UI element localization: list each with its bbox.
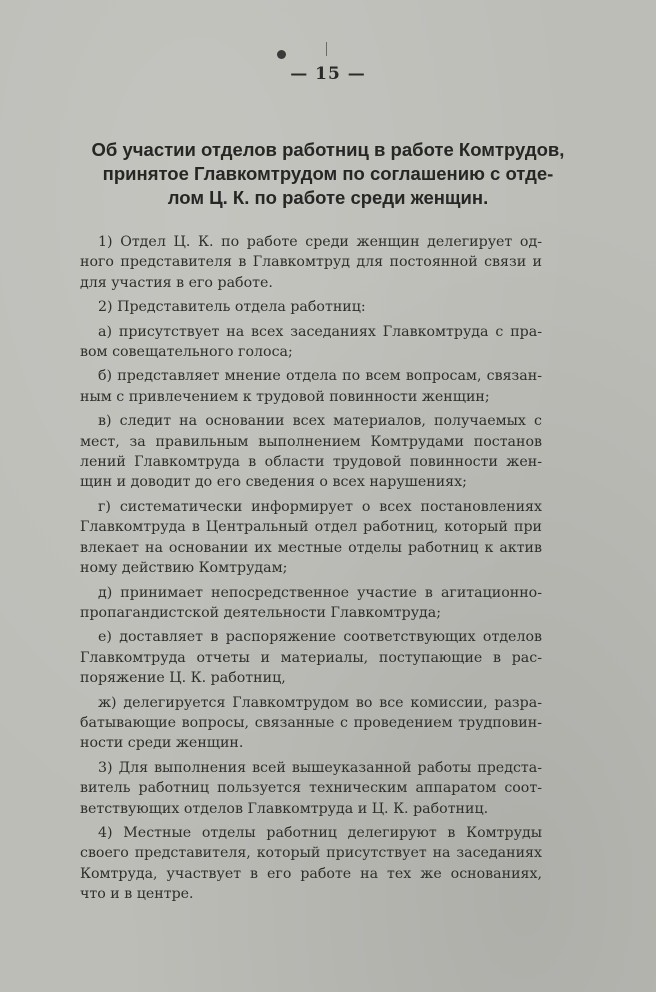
text-line: 3) Для выполнения всей вышеуказанной работы предста- [98, 759, 542, 776]
text-line: г) систематически информирует о всех постановлениях [98, 498, 542, 515]
paragraph-1 [62, 232, 542, 293]
title-line: Об участии отделов работниц в работе Комтрудов, [91, 139, 565, 160]
text-line: Комтруда, участвует в его работе на тех же основаниях, [80, 865, 542, 882]
title-line: лом Ц. К. по работе среди женщин. [167, 187, 489, 208]
paragraph-2zh [62, 693, 542, 754]
ink-dot-mark [277, 50, 286, 59]
text-line: а) присутствует на всех заседаниях Главкомтруда с пра- [98, 323, 542, 340]
text-line: б) представляет мнение отдела по всем вопросам, связан- [98, 368, 542, 385]
text-line: ветствующих отделов Главкомтруда и Ц. К. работниц. [80, 800, 489, 817]
text-line: для участия в его работе. [80, 274, 273, 291]
paragraph-2a [62, 322, 542, 363]
paragraph-2v [62, 411, 542, 493]
paragraph-2d [62, 583, 542, 624]
text-line: пропагандистской деятельности Главкомтруда; [80, 604, 442, 621]
text-line: 2) Представитель отдела работниц: [98, 299, 366, 316]
text-line: щин и доводит до его сведения о всех нарушениях; [80, 474, 467, 491]
text-line: витель работниц пользуется техническим аппаратом соот- [80, 780, 542, 797]
text-line: лений Главкомтруда в области трудовой повинности жен- [80, 454, 542, 471]
page-number: — 15 — [290, 64, 366, 84]
text-line: что и в центре. [80, 886, 194, 903]
paragraph-2 [62, 297, 542, 317]
title-line: принятое Главкомтрудом по соглашению с отде- [102, 163, 554, 184]
text-line: ж) делегируется Главкомтрудом во все комиссии, разра- [98, 694, 542, 711]
text-line: 1) Отдел Ц. К. по работе среди женщин делегирует од- [98, 234, 542, 250]
text-line: ного представителя в Главкомтруд для постоянной связи и [80, 254, 542, 271]
paragraph-2g [62, 497, 542, 579]
text-line: 4) Местные отделы работниц делегируют в Комтруды [98, 824, 542, 841]
text-line: ным с привлечением к трудовой повинности женщин; [80, 388, 490, 405]
paragraph-4 [62, 823, 542, 905]
document-title [40, 138, 616, 210]
ink-tick-mark [326, 42, 327, 56]
text-line: Главкомтруда в Центральный отдел работниц, который при [80, 519, 542, 536]
text-line: ному действию Комтрудам; [80, 560, 288, 577]
text-line: ности среди женщин. [80, 735, 244, 752]
text-line: мест, за правильным выполнением Комтрудами постанов [80, 433, 542, 450]
paragraph-2e [62, 627, 542, 688]
text-line: вом совещательного голоса; [80, 344, 293, 361]
text-line: Главкомтруда отчеты и материалы, поступающие в рас- [80, 649, 542, 666]
text-line: д) принимает непосредственное участие в агитационно- [98, 584, 542, 601]
text-line: е) доставляет в распоряжение соответствующих отделов [98, 629, 542, 646]
text-line: поряжение Ц. К. работниц, [80, 670, 286, 687]
text-line: батывающие вопросы, связанные с проведением трудповин- [80, 714, 542, 731]
text-line: в) следит на основании всех материалов, получаемых с [98, 413, 542, 430]
document-body [62, 232, 542, 909]
paragraph-3 [62, 758, 542, 819]
text-line: своего представителя, который присутствует на заседаниях [80, 845, 542, 862]
text-line: влекает на основании их местные отделы работниц к актив [80, 539, 542, 556]
paragraph-2b [62, 366, 542, 407]
